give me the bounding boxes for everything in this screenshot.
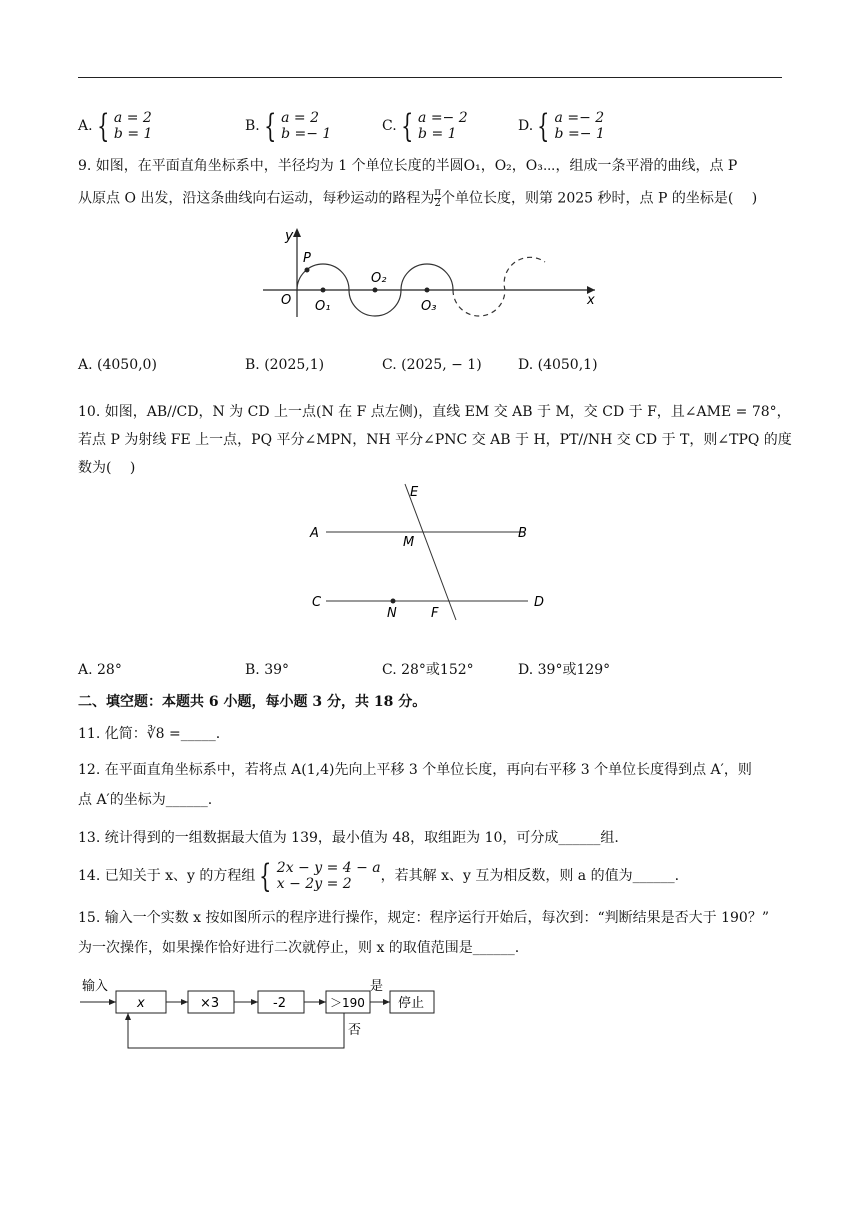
q15-text-line2: 为一次操作，如果操作恰好进行二次就停止，则 x 的取值范围是______. <box>78 940 520 956</box>
q13-text: 13. 统计得到的一组数据最大值为 139，最小值为 48，取组距为 10，可分成______组. <box>78 830 619 846</box>
flow-stop-label: 停止 <box>398 996 425 1011</box>
q12-text-line1: 12. 在平面直角坐标系中，若将点 A(1,4)先向上平移 3 个单位长度，再向右平移 3 个单位长度得到点 A′，则 <box>78 762 752 778</box>
q9-x-label: x <box>587 293 595 308</box>
flow-x-label: x <box>137 996 145 1011</box>
q10-text-line1: 10. 如图，AB//CD，N 为 CD 上一点(N 在 F 点左侧)，直线 EM 交 AB 于 M，交 CD 于 F，且∠AME = 78°， <box>78 404 791 420</box>
q10-label-e: E <box>410 485 419 500</box>
q10-option-b: B. 39° <box>245 662 290 678</box>
flow-gt190-label: ＞190 <box>330 996 365 1010</box>
section-2-heading: 二、填空题：本题共 6 小题，每小题 3 分，共 18 分。 <box>78 694 427 710</box>
flow-minus2-label: -2 <box>273 996 286 1011</box>
q14-text: 14. 已知关于 x、y 的方程组 { 2x − y = 4 − a x − 2y = 2 ，若其解 x、y 互为相反数，则 a 的值为______. <box>78 857 680 895</box>
q9-o3-label: O₃ <box>421 299 437 314</box>
q8-option-d: D. { a =− 2 b =− 1 <box>518 107 605 145</box>
q10-option-d: D. 39°或129° <box>518 662 611 678</box>
q15-flowchart <box>78 972 448 1054</box>
header-rule <box>78 77 782 78</box>
q9-text-line1: 9. 如图，在平面直角坐标系中，半径均为 1 个单位长度的半圆O₁，O₂，O₃⋯，组成一条平滑的曲线，点 P <box>78 158 738 174</box>
q15-text-line1: 15. 输入一个实数 x 按如图所示的程序进行操作，规定：程序运行开始后，每次到：“判断结果是否大于 190？” <box>78 910 769 926</box>
q8-option-a: A. { a = 2 b = 1 <box>78 107 153 145</box>
q10-label-d: D <box>534 595 545 610</box>
q10-text-line2: 若点 P 为射线 FE 上一点，PQ 平分∠MPN，NH 平分∠PNC 交 AB 于 H，PT//NH 交 CD 于 T，则∠TPQ 的度 <box>78 432 792 448</box>
flow-yes-label: 是 <box>370 979 384 994</box>
q9-y-label: y <box>285 228 294 244</box>
q10-label-a: A <box>310 526 319 541</box>
q9-option-b: B. (2025,1) <box>245 357 325 373</box>
q10-option-a: A. 28° <box>78 662 122 678</box>
q10-figure <box>300 478 560 628</box>
q9-option-a: A. (4050,0) <box>78 357 157 373</box>
q9-option-c: C. (2025, − 1) <box>382 357 482 373</box>
q9-p-label: P <box>303 251 311 266</box>
q10-label-c: C <box>312 595 322 610</box>
q9-o1-label: O₁ <box>315 299 331 314</box>
flow-no-label: 否 <box>348 1023 362 1038</box>
q10-label-m: M <box>403 535 415 550</box>
q11-text: 11. 化简：∛8 =_____. <box>78 726 221 742</box>
q10-option-c: C. 28°或152° <box>382 662 474 678</box>
q9-text-line2: 从原点 O 出发，沿这条曲线向右运动，每秒运动的路程为 $\frac{\pi}{2}$ 个单位长度，则第 2025 秒时，点 P 的坐标是( ) <box>78 187 758 209</box>
q10-text-line3: 数为( ) <box>78 460 136 476</box>
q12-text-line2: 点 A′的坐标为______. <box>78 792 213 808</box>
q9-option-d: D. (4050,1) <box>518 357 598 373</box>
q9-figure <box>255 222 605 322</box>
q10-label-b: B <box>518 526 527 541</box>
q8-option-c: C. { a =− 2 b = 1 <box>382 107 468 145</box>
q9-o2-label: O₂ <box>371 271 387 286</box>
flow-input-label: 输入 <box>82 979 109 994</box>
q8-option-b: B. { a = 2 b =− 1 <box>245 107 332 145</box>
q10-label-f: F <box>431 606 439 621</box>
q9-origin-label: O <box>281 293 292 308</box>
q10-label-n: N <box>387 606 397 621</box>
flow-times3-label: ×3 <box>200 996 220 1011</box>
